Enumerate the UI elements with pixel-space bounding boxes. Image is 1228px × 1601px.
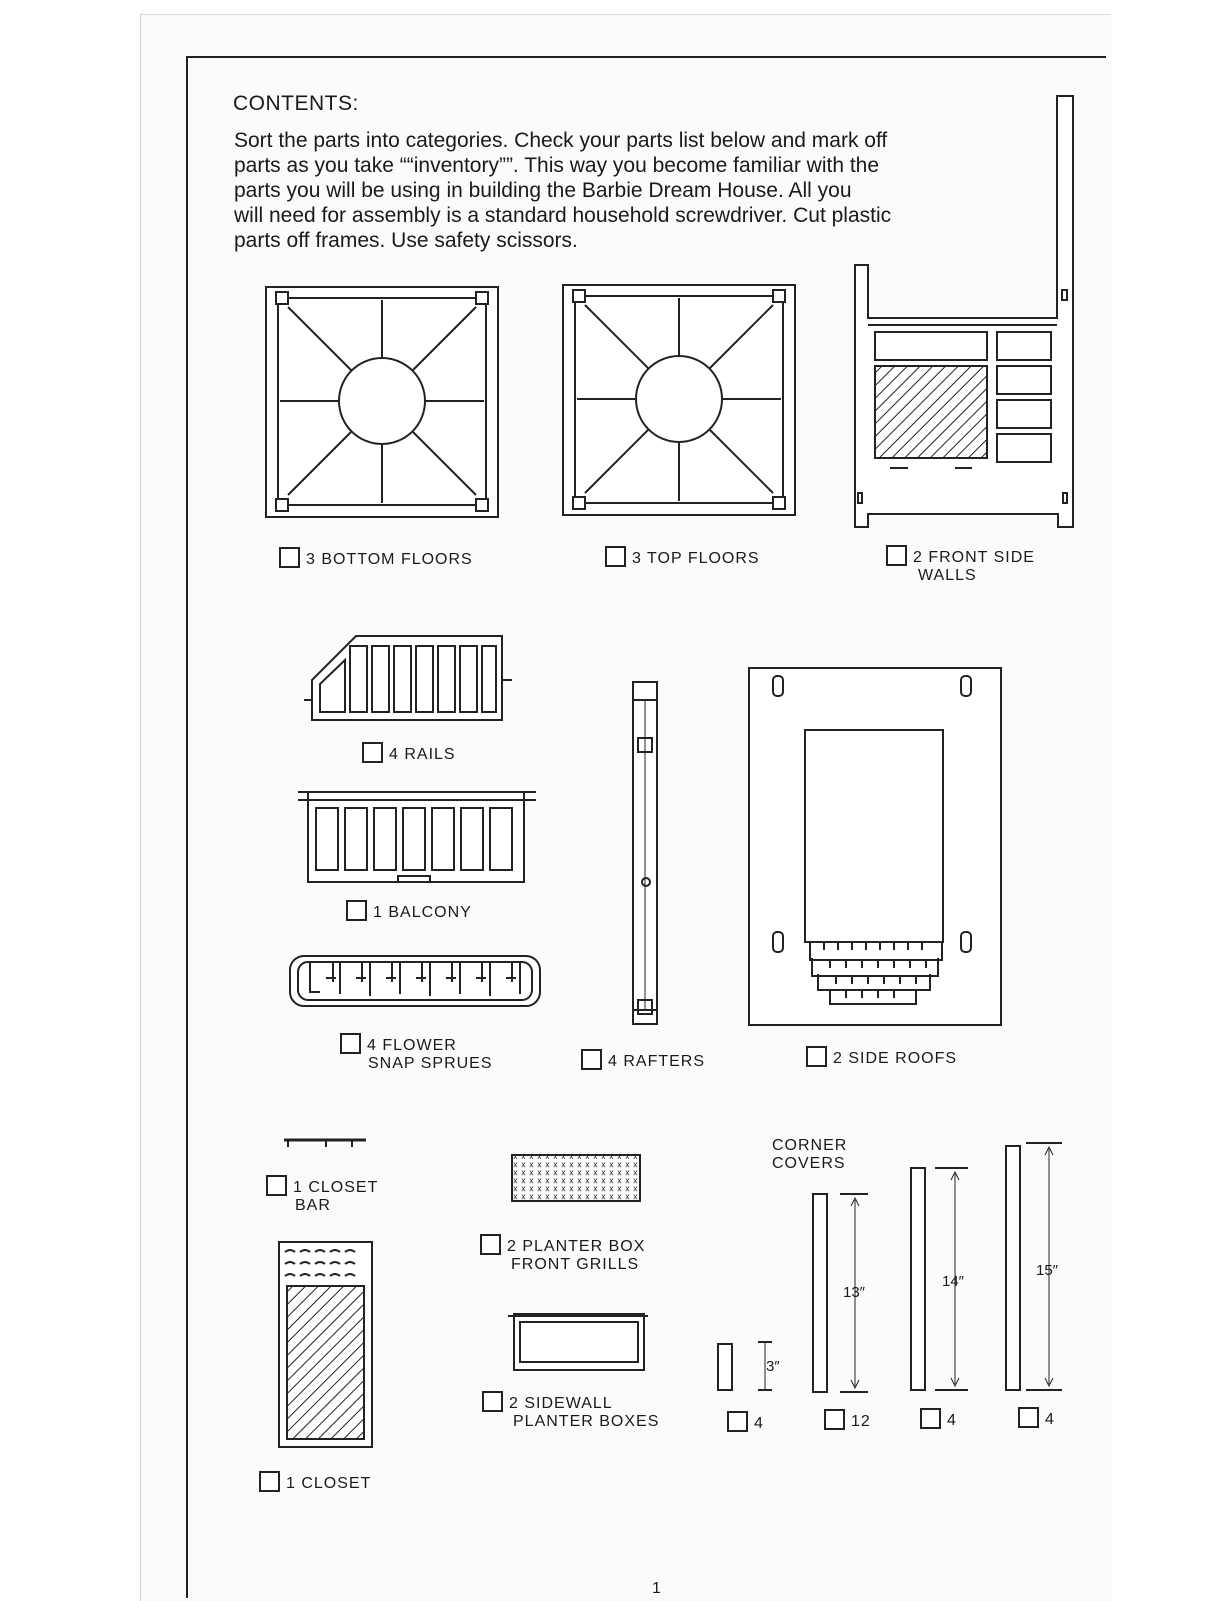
item-rafters: 4 RAFTERS	[581, 1049, 705, 1071]
bottom-floor-drawing	[266, 287, 498, 517]
intro-line: parts as you take ““inventory””. This way you become familiar with the	[234, 154, 880, 177]
checkbox[interactable]	[806, 1046, 827, 1067]
checkbox[interactable]	[581, 1049, 602, 1070]
front-side-wall-drawing	[855, 96, 1073, 527]
item-side-roofs: 2 SIDE ROOFS	[806, 1046, 957, 1068]
intro-line: parts you will be using in building the Barbie Dream House. All you	[234, 179, 852, 202]
intro-line: will need for assembly is a standard household screwdriver. Cut plastic	[234, 204, 892, 227]
checkbox[interactable]	[886, 545, 907, 566]
item-corner-cover-3: 4	[727, 1411, 764, 1433]
intro-line: parts off frames. Use safety scissors.	[234, 229, 578, 252]
item-corner-cover-14: 4	[920, 1408, 957, 1430]
checkbox[interactable]	[824, 1409, 845, 1430]
rails-drawing	[304, 636, 512, 720]
checkbox[interactable]	[1018, 1407, 1039, 1428]
checkbox[interactable]	[920, 1408, 941, 1429]
corner-covers-title: CORNER COVERS	[772, 1137, 848, 1172]
checkbox[interactable]	[482, 1391, 503, 1412]
planter-grill-drawing	[512, 1155, 640, 1201]
corner-cover-14-length: 14″	[942, 1273, 964, 1290]
checkbox[interactable]	[480, 1234, 501, 1255]
item-sidewall-planter-boxes: 2 SIDEWALL PLANTER BOXES	[482, 1391, 659, 1431]
closet-bar-drawing	[284, 1140, 366, 1147]
balcony-drawing	[298, 792, 536, 882]
page-number: 1	[652, 1580, 661, 1597]
side-roof-drawing	[749, 668, 1001, 1025]
checkbox[interactable]	[727, 1411, 748, 1432]
checkbox[interactable]	[266, 1175, 287, 1196]
item-planter-box-front-grills: 2 PLANTER BOX FRONT GRILLS	[480, 1234, 645, 1274]
page-title: CONTENTS:	[233, 92, 359, 115]
item-bottom-floors: 3 BOTTOM FLOORS	[279, 547, 473, 569]
item-rails: 4 RAILS	[362, 742, 456, 764]
corner-cover-15-length: 15″	[1036, 1262, 1058, 1279]
item-closet-bar: 1 CLOSET BAR	[266, 1175, 378, 1215]
checkbox[interactable]	[362, 742, 383, 763]
sidewall-planter-drawing	[508, 1314, 648, 1370]
corner-cover-13-length: 13″	[843, 1284, 865, 1301]
checkbox[interactable]	[340, 1033, 361, 1054]
item-balcony: 1 BALCONY	[346, 900, 472, 922]
item-top-floors: 3 TOP FLOORS	[605, 546, 760, 568]
flower-sprue-drawing	[290, 956, 540, 1006]
corner-cover-3-drawing	[718, 1342, 772, 1390]
item-corner-cover-15: 4	[1018, 1407, 1055, 1429]
item-corner-cover-13: 12	[824, 1409, 871, 1431]
rafter-drawing	[633, 682, 657, 1024]
intro-line: Sort the parts into categories. Check your parts list below and mark off	[234, 129, 888, 152]
item-front-side-walls: 2 FRONT SIDE WALLS	[886, 545, 1035, 585]
checkbox[interactable]	[605, 546, 626, 567]
checkbox[interactable]	[346, 900, 367, 921]
corner-cover-3-length: 3″	[766, 1358, 780, 1375]
item-closet: 1 CLOSET	[259, 1471, 371, 1493]
closet-drawing	[279, 1242, 372, 1447]
top-floor-drawing	[563, 285, 795, 515]
item-flower-snap-sprues: 4 FLOWER SNAP SPRUES	[340, 1033, 493, 1073]
checkbox[interactable]	[259, 1471, 280, 1492]
checkbox[interactable]	[279, 547, 300, 568]
